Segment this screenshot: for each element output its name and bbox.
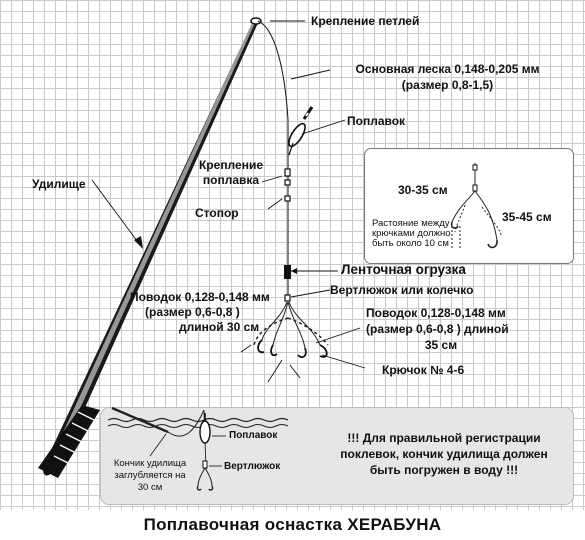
float-icon xyxy=(286,107,312,155)
float-mount-icon xyxy=(285,169,290,176)
inset-note-3: быть около 10 см xyxy=(372,238,449,249)
inset-drawing xyxy=(452,163,502,248)
float-mount-icon-2 xyxy=(285,180,290,185)
bottom-label-float: Поплавок xyxy=(229,430,278,441)
label-leader-left-2: (размер 0,6-0,8 ) xyxy=(145,305,240,319)
label-float: Поплавок xyxy=(347,114,406,128)
label-leader-left-3: длиной 30 см xyxy=(179,320,260,334)
bottom-rod-tip-2: заглубляется на xyxy=(114,470,186,481)
label-leader-right-2: (размер 0,6-0,8 ) длиной xyxy=(366,322,509,336)
label-float-mount-1: Крепление xyxy=(198,158,263,172)
warning-line-2: поклевок, кончик удилища должен xyxy=(340,447,548,461)
label-hook: Крючок № 4-6 xyxy=(382,363,465,377)
rod xyxy=(38,18,261,478)
label-swivel-ring: Вертлюжок или колечко xyxy=(330,283,474,297)
label-leader-right-3: 35 см xyxy=(424,338,458,352)
bottom-rod-tip-1: Кончик удилища xyxy=(113,458,187,469)
label-loop-mount: Крепление петлей xyxy=(311,14,420,28)
inset-dist-left: 30-35 см xyxy=(398,183,448,197)
inset-note-2: крючками должно xyxy=(372,228,451,239)
warning-line-3: быть погружен в воду !!! xyxy=(369,463,519,477)
label-tape-weight: Ленточная огрузка xyxy=(341,262,466,277)
label-leader-right-1: Поводок 0,128-0,148 мм xyxy=(366,306,506,320)
leader-dashes xyxy=(254,318,328,345)
label-leader-left-1: Поводок 0,128-0,148 мм xyxy=(130,290,270,304)
bottom-rod-tip-3: 30 см xyxy=(137,482,163,493)
bottom-label-swivel: Вертлюжок xyxy=(224,461,281,472)
label-main-line-2: (размер 0,8-1,5) xyxy=(401,78,494,92)
label-float-mount-2: поплавка xyxy=(202,173,260,187)
label-stopper: Стопор xyxy=(195,206,239,220)
inset-dist-right: 35-45 см xyxy=(502,210,552,224)
label-rod: Удилище xyxy=(32,177,86,191)
label-main-line-1: Основная леска 0,148-0,205 мм xyxy=(355,62,540,76)
swivel-icon xyxy=(285,295,290,301)
tape-weight-icon xyxy=(284,265,291,279)
stopper-icon xyxy=(285,196,290,201)
inset-note-1: Растояние между xyxy=(372,218,450,229)
warning-line-1: !!! Для правильной регистрации xyxy=(347,431,541,445)
diagram-title: Поплавочная оснастка ХЕРАБУНА xyxy=(0,510,585,540)
